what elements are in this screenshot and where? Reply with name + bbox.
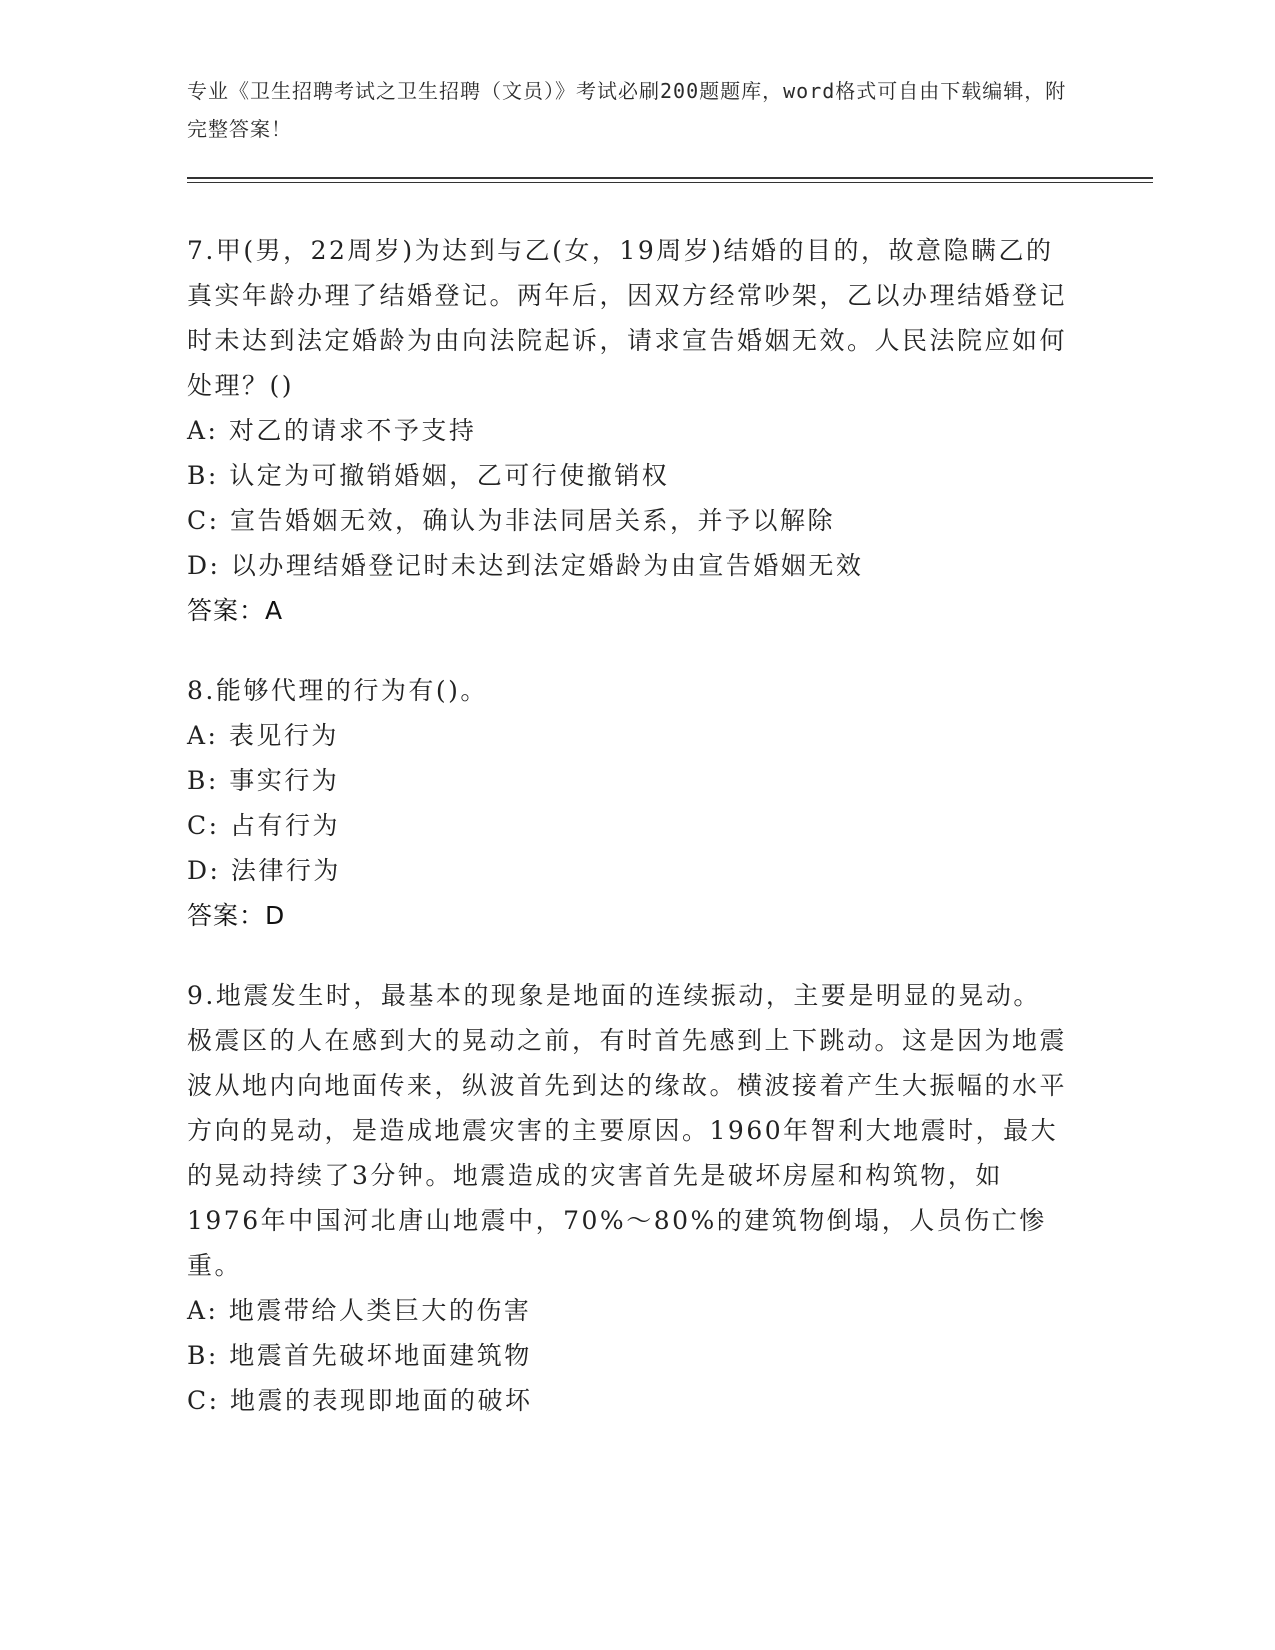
header-divider [187,177,1153,179]
answer: 答案：D [187,901,286,930]
question-stem: 7.甲(男，22周岁)为达到与乙(女，19周岁)结婚的目的，故意隐瞒乙的真实年龄办理了结婚登记。两年后，因双方经常吵架，乙以办理结婚登记时未达到法定婚龄为由向法院起诉，请求宣告婚姻无效。人民法院应如何处理？() [187,236,1068,400]
question-9 [187,973,1067,1423]
option-a: A: 地震带给人类巨大的伤害 [187,1296,532,1325]
question-stem: 9.地震发生时，最基本的现象是地面的连续振动，主要是明显的晃动。极震区的人在感到大的晃动之前，有时首先感到上下跳动。这是因为地震波从地内向地面传来，纵波首先到达的缘故。横波接着产生大振幅的水平方向的晃动，是造成地震灾害的主要原因。1960年智利大地震时，最大的晃动持续了3分钟。地震造成的灾害首先是破坏房屋和构筑物，如1976年中国河北唐山地震中，70%～80%的建筑物倒塌，人员伤亡惨重。 [187,981,1068,1280]
option-c: C: 宣告婚姻无效，确认为非法同居关系，并予以解除 [187,506,836,535]
option-c: C: 地震的表现即地面的破坏 [187,1386,533,1415]
question-stem: 8.能够代理的行为有()。 [187,676,488,705]
header-divider-thin [187,182,1153,183]
document-header: 专业《卫生招聘考试之卫生招聘（文员）》考试必刷200题题库，word格式可自由下载编辑，附完整答案！ [187,79,1067,141]
option-b: B: 认定为可撤销婚姻，乙可行使撤销权 [187,461,670,490]
option-b: B: 事实行为 [187,766,340,795]
option-c: C: 占有行为 [187,811,340,840]
option-b: B: 地震首先破坏地面建筑物 [187,1341,532,1370]
option-d: D: 法律行为 [187,856,341,885]
option-a: A: 对乙的请求不予支持 [187,416,477,445]
option-a: A: 表见行为 [187,721,339,750]
question-8 [187,668,1067,938]
option-d: D: 以办理结婚登记时未达到法定婚龄为由宣告婚姻无效 [187,551,864,580]
answer: 答案：A [187,596,284,625]
question-7 [187,228,1067,633]
